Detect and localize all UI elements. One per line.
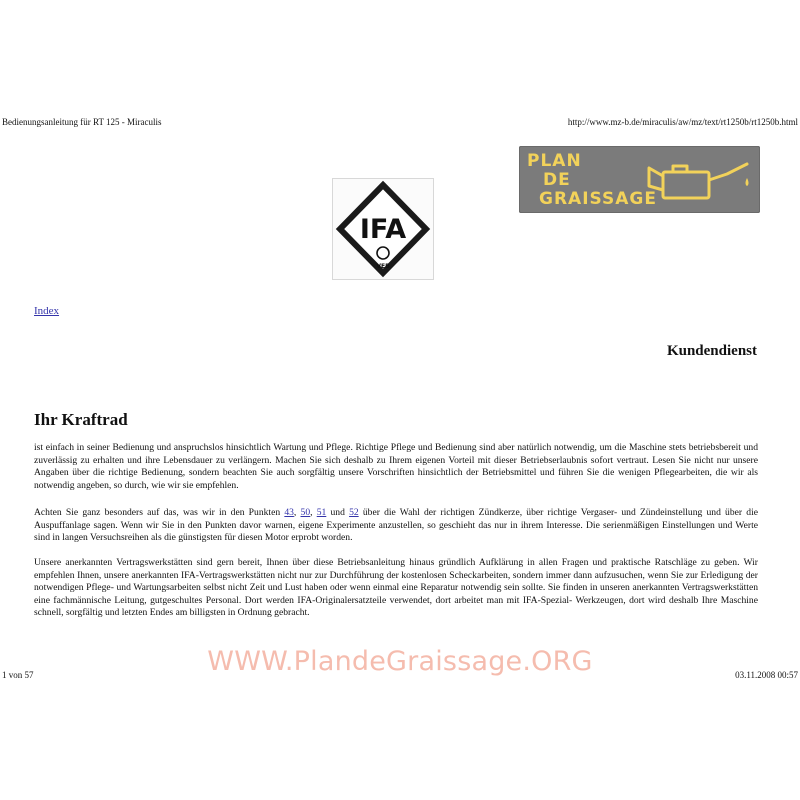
- watermark-text: WWW.PlandeGraissage.ORG: [207, 646, 593, 677]
- section-title: Kundendienst: [666, 343, 757, 359]
- paragraph-2-before: Achten Sie ganz besonders auf das, was wir in den Punkten: [34, 507, 281, 518]
- paragraph-2-after: über die Wahl der richtigen Zündkerze, über richtige Vergaser- und Zündeinstellung und über die Auspuffanlage sagen. Wenn wir Sie in den Punkten davor warnen, eigene Experimente anzustellen, so geschieht das nur in ihrem Interesse. Die serienmäßigen Einstellungen und Werte sind in langen Versuchsreihen als die günstigsten für diesen Motor erprobt worden.: [34, 507, 758, 544]
- print-header-title: Bedienungsanleitung für RT 125 - Miraculis: [2, 117, 162, 127]
- paragraph-1: ist einfach in seiner Bedienung und anspruchslos hinsichtlich Wartung und Pflege. Richtige Pflege und Bedienung sind aber natürlich notwendig, um die Maschine stets betriebsbereit und zuverlässig zu erhalten und ihre Lebensdauer zu verlängern. Machen Sie sich deshalb zu Ihrem eigenen Vorteil mit dieser Betriebserlaubnis sofort vertraut. Lesen Sie nicht nur unsere Angaben über die richtige Bedienung, sondern beachten Sie auch sorgfältig unsere Vorschriften hinsichtlich der Betriebsmittel und führen Sie die wenigen Pflegearbeiten, die wir als notwendig angeben, so durch, wie wir sie empfehlen.: [34, 442, 758, 491]
- plan-de-graissage-badge: [519, 146, 760, 213]
- link-punkt-43[interactable]: 43: [284, 507, 294, 518]
- badge-line-2: DE: [543, 170, 571, 190]
- separator-1: ,: [293, 507, 297, 518]
- ifa-logo-text: IFA: [359, 214, 407, 245]
- link-punkt-50[interactable]: 50: [300, 507, 311, 518]
- separator-3: und: [330, 507, 345, 518]
- badge-line-1: PLAN: [527, 151, 582, 171]
- print-footer-datetime: 03.11.2008 00:57: [735, 670, 798, 680]
- oil-can-icon: [643, 154, 755, 206]
- page-heading: Ihr Kraftrad: [34, 410, 128, 429]
- link-punkt-52[interactable]: 52: [349, 507, 359, 518]
- ifa-logo-graphic: [333, 179, 433, 279]
- link-punkt-51[interactable]: 51: [316, 507, 327, 518]
- ifa-logo: [332, 178, 434, 280]
- print-footer-page: 1 von 57: [2, 670, 34, 680]
- badge-line-3: GRAISSAGE: [539, 189, 657, 209]
- index-link[interactable]: Index: [34, 305, 60, 317]
- paragraph-2: [34, 507, 758, 545]
- paragraph-3: Unsere anerkannten Vertragswerkstätten sind gern bereit, Ihnen über diese Betriebsanleitung hinaus gründlich Aufklärung in allen Fragen und praktische Ratschläge zu geben. Wir empfehlen Ihnen, unsere anerkannten IFA-Vertragswerkstätten nicht nur zur Durchführung der kostenlosen Scheckarbeiten, sondern immer dann aufzusuchen, wenn Sie zur Erledigung der notwendigen Pflege- und Wartungsarbeiten selbst nicht Zeit und Lust haben oder wenn einmal eine Reparatur notwendig sein sollte. Sie finden in unseren anerkannten Vertragswerkstätten eine fachmännische Leitung, gutgeschultes Personal. Dort werden IFA-Originalersatzteile verwendet, dort arbeitet man mit IFA-Spezial- Werkzeugen, dort wird deshalb Ihre Maschine schnell, sorgfältig und letzten Endes am billigsten in Ordnung gebracht.: [34, 557, 758, 619]
- separator-2: ,: [310, 507, 313, 518]
- print-header-url: http://www.mz-b.de/miraculis/aw/mz/text/rt1250b/rt1250b.html: [567, 117, 798, 127]
- ifa-logo-subtext: VEB: [376, 263, 390, 270]
